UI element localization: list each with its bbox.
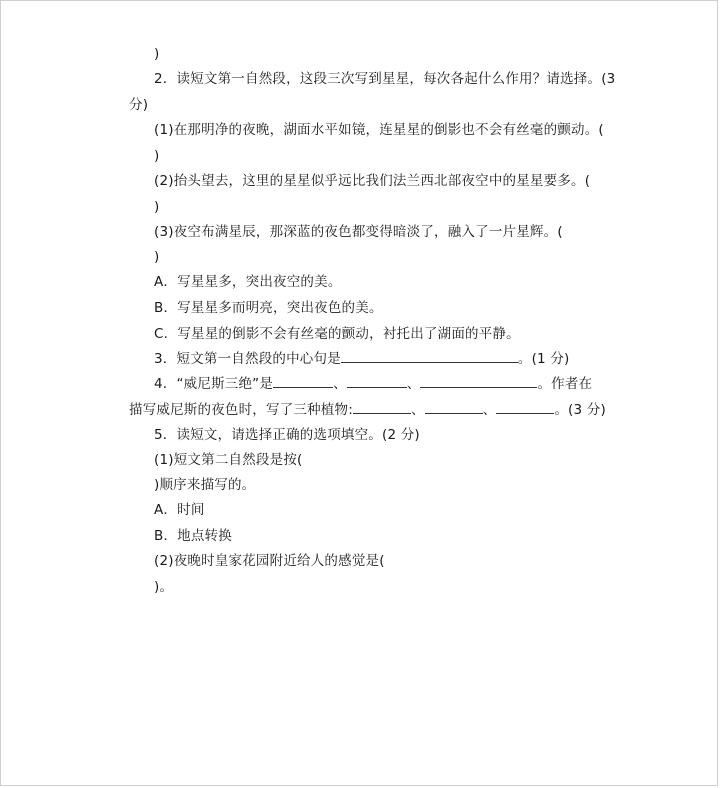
answer-blank[interactable] bbox=[341, 350, 518, 363]
separator: 、 bbox=[406, 376, 421, 392]
question-2-score: 分) bbox=[129, 97, 149, 113]
option-c: C．写星星的倒影不会有丝毫的颤动，衬托出了湖面的平静。 bbox=[154, 326, 520, 342]
blank-close-paren: ) bbox=[154, 249, 160, 265]
separator: 、 bbox=[482, 402, 497, 418]
question-2-item-2: (2)抬头望去，这里的星星似乎远比我们法兰西北部夜空中的星星要多。( bbox=[154, 173, 591, 189]
question-2-item-3: (3)夜空布满星辰，那深蓝的夜色都变得暗淡了，融入了一片星辉。( bbox=[154, 224, 563, 240]
option-a: A．写星星多，突出夜空的美。 bbox=[154, 274, 342, 290]
option-b: B．地点转换 bbox=[154, 528, 232, 544]
question-4-end-2: 。(3 分) bbox=[554, 402, 606, 418]
option-a: A．时间 bbox=[154, 502, 205, 518]
question-3-suffix: 。(1 分) bbox=[517, 351, 570, 367]
blank-close-paren: ) bbox=[154, 148, 160, 164]
answer-blank[interactable] bbox=[353, 401, 411, 414]
question-4-line-1 bbox=[154, 375, 592, 393]
question-5-item-2-cont: )。 bbox=[154, 579, 174, 595]
question-4-prefix: 4．“威尼斯三绝”是 bbox=[154, 376, 274, 392]
question-5-text: 5．读短文，请选择正确的选项填空。(2 分) bbox=[154, 427, 420, 443]
answer-blank[interactable] bbox=[273, 375, 333, 388]
question-3 bbox=[154, 350, 570, 368]
answer-blank[interactable] bbox=[425, 401, 483, 414]
question-2-text: 2．读短文第一自然段，这段三次写到星星，每次各起什么作用？请选择。(3 bbox=[154, 71, 616, 87]
question-5-item-2: (2)夜晚时皇家花园附近给人的感觉是( bbox=[154, 553, 385, 569]
question-4-line-2 bbox=[129, 401, 606, 419]
answer-blank[interactable] bbox=[420, 375, 537, 388]
question-4-line-2-prefix: 描写威尼斯的夜色时，写了三种植物: bbox=[129, 402, 353, 418]
question-5-item-1-cont: )顺序来描写的。 bbox=[154, 477, 256, 493]
separator: 、 bbox=[410, 402, 425, 418]
answer-blank[interactable] bbox=[496, 401, 554, 414]
blank-close-paren: ) bbox=[154, 199, 160, 215]
blank-close-paren: ) bbox=[154, 46, 160, 62]
answer-blank[interactable] bbox=[347, 375, 407, 388]
separator: 、 bbox=[333, 376, 347, 392]
question-4-end-1: 。作者在 bbox=[537, 376, 593, 392]
question-3-prefix: 3．短文第一自然段的中心句是 bbox=[154, 351, 341, 367]
option-b: B．写星星多而明亮，突出夜色的美。 bbox=[154, 300, 383, 316]
question-5-item-1: (1)短文第二自然段是按( bbox=[154, 452, 303, 468]
question-2-item-1: (1)在那明净的夜晚，湖面水平如镜，连星星的倒影也不会有丝毫的颤动。( bbox=[154, 122, 604, 138]
